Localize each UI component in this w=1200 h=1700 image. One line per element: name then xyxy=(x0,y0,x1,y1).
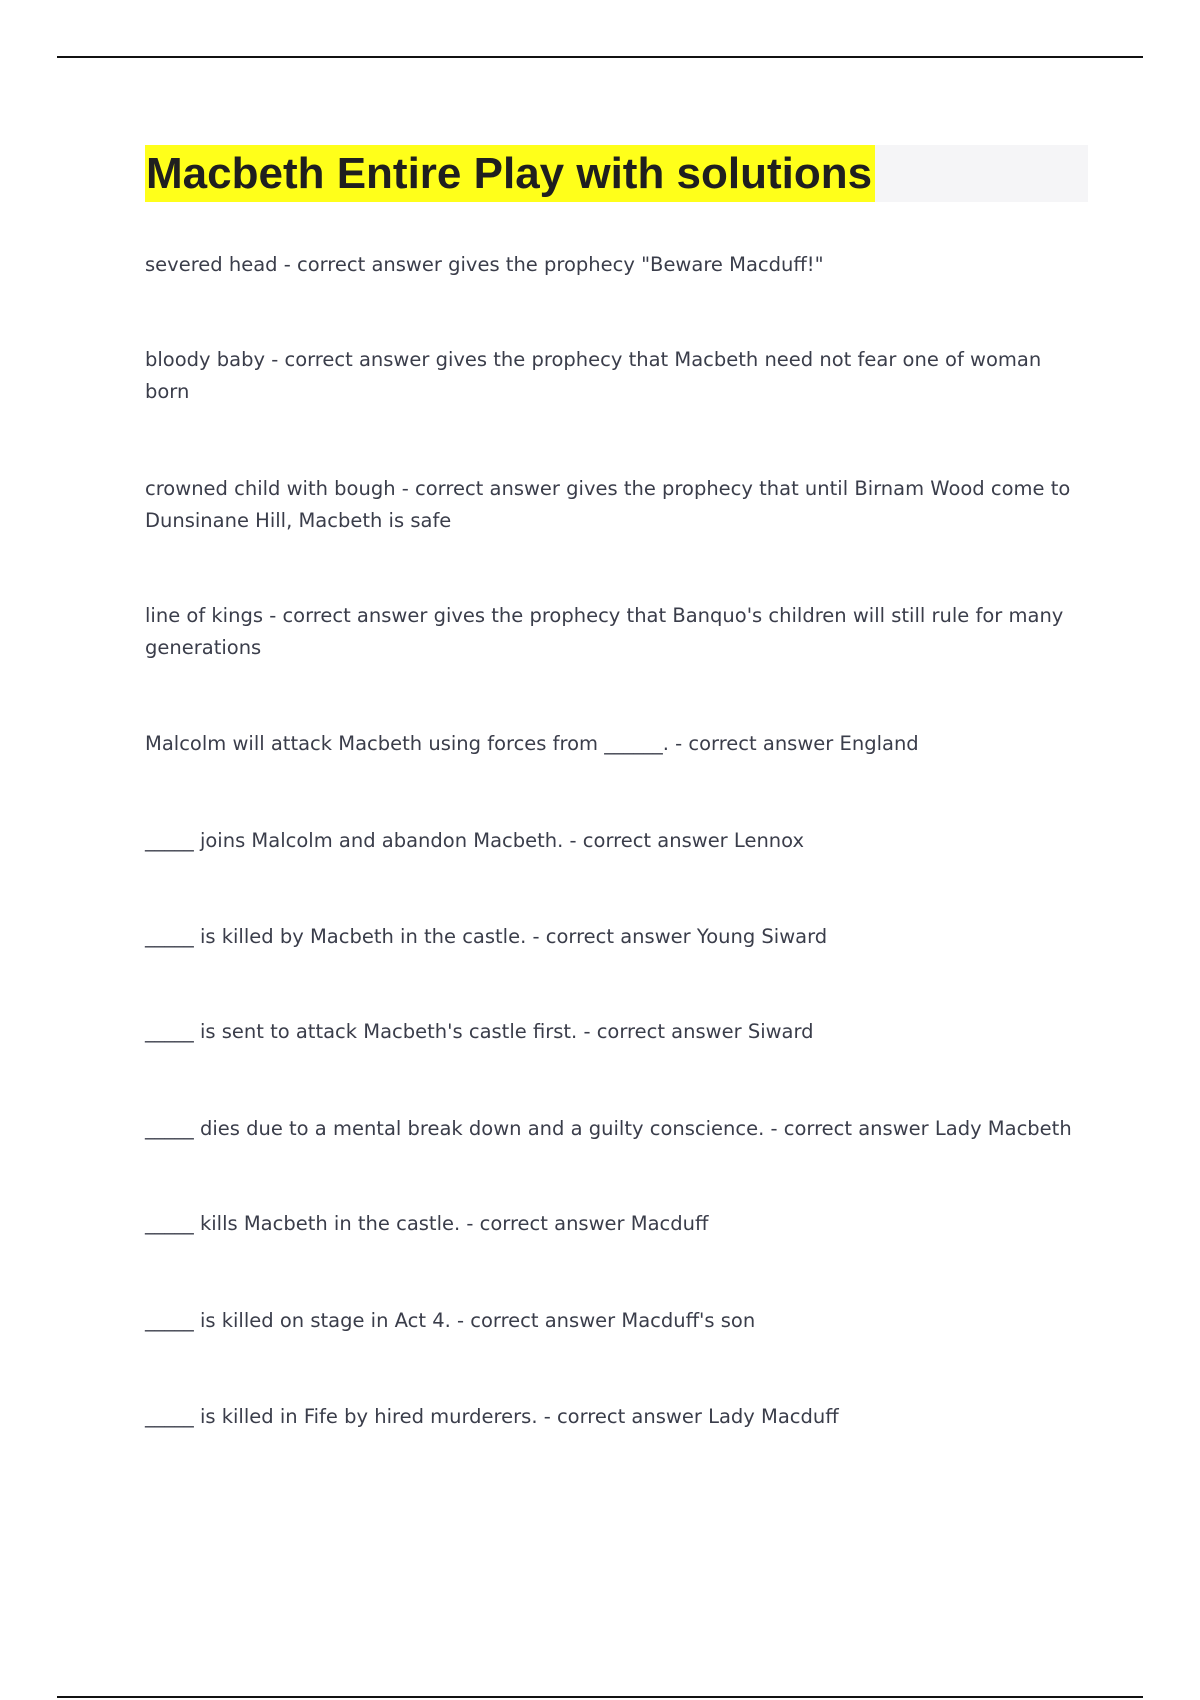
top-rule xyxy=(57,56,1143,58)
qa-item xyxy=(145,1401,1085,1433)
qa-answer-prefix: correct answer xyxy=(582,829,728,852)
qa-answer-prefix: correct answer xyxy=(470,1309,616,1332)
qa-item xyxy=(145,1305,1085,1337)
qa-item xyxy=(145,1208,1085,1240)
qa-question: _____ kills Macbeth in the castle. xyxy=(145,1212,461,1235)
qa-separator: - xyxy=(526,925,546,948)
qa-item xyxy=(145,728,1085,760)
qa-separator: - xyxy=(450,1309,471,1332)
qa-answer-prefix: correct answer xyxy=(783,1117,929,1140)
qa-item xyxy=(145,473,1085,537)
qa-question: crowned child with bough xyxy=(145,477,396,500)
qa-separator: - xyxy=(668,732,689,755)
qa-separator: - xyxy=(460,1212,480,1235)
qa-answer-prefix: correct answer xyxy=(282,604,428,627)
qa-answer-prefix: correct answer xyxy=(596,1020,742,1043)
qa-answer: Macduff xyxy=(630,1212,709,1235)
qa-separator: - xyxy=(764,1117,784,1140)
qa-separator: - xyxy=(395,477,416,500)
qa-question: _____ is killed on stage in Act 4. xyxy=(145,1309,451,1332)
qa-question: _____ is sent to attack Macbeth's castle first. xyxy=(145,1020,578,1043)
qa-answer: gives the prophecy "Beware Macduff!" xyxy=(448,253,824,276)
qa-answer-prefix: correct answer xyxy=(688,732,834,755)
document-title: Macbeth Entire Play with solutions xyxy=(145,145,875,202)
qa-separator: - xyxy=(537,1405,557,1428)
qa-answer-prefix: correct answer xyxy=(284,348,430,371)
qa-question: line of kings xyxy=(145,604,263,627)
qa-item xyxy=(145,921,1085,953)
qa-item xyxy=(145,249,1085,281)
qa-answer: England xyxy=(839,732,919,755)
qa-answer: gives the prophecy that Macbeth need not fear one of woman born xyxy=(145,348,1042,403)
qa-answer: Lady Macbeth xyxy=(934,1117,1072,1140)
qa-separator: - xyxy=(277,253,297,276)
qa-separator: - xyxy=(263,604,283,627)
qa-question: bloody baby xyxy=(145,348,266,371)
qa-question: _____ is killed by Macbeth in the castle. xyxy=(145,925,527,948)
qa-answer: Macduff's son xyxy=(621,1309,756,1332)
qa-question: _____ is killed in Fife by hired murderers. xyxy=(145,1405,538,1428)
qa-question: _____ dies due to a mental break down and a guilty conscience. xyxy=(145,1117,765,1140)
qa-separator: - xyxy=(265,348,285,371)
qa-item xyxy=(145,1016,1085,1048)
qa-answer-prefix: correct answer xyxy=(556,1405,702,1428)
qa-question: _____ joins Malcolm and abandon Macbeth. xyxy=(145,829,564,852)
qa-answer-prefix: correct answer xyxy=(545,925,691,948)
qa-question: Malcolm will attack Macbeth using forces from ______. xyxy=(145,732,669,755)
qa-item xyxy=(145,600,1085,664)
bottom-rule xyxy=(57,1696,1143,1698)
qa-separator: - xyxy=(577,1020,597,1043)
qa-answer: gives the prophecy that Banquo's children will still rule for many generations xyxy=(145,604,1064,659)
qa-item xyxy=(145,344,1085,408)
qa-answer-prefix: correct answer xyxy=(479,1212,625,1235)
qa-answer: Young Siward xyxy=(696,925,828,948)
qa-answer: gives the prophecy that until Birnam Wood come to Dunsinane Hill, Macbeth is safe xyxy=(145,477,1071,532)
qa-question: severed head xyxy=(145,253,278,276)
qa-answer: Lady Macduff xyxy=(708,1405,839,1428)
qa-item xyxy=(145,1113,1085,1145)
qa-answer: Siward xyxy=(747,1020,814,1043)
qa-separator: - xyxy=(563,829,583,852)
qa-item xyxy=(145,825,1085,857)
qa-answer-prefix: correct answer xyxy=(296,253,442,276)
qa-answer-prefix: correct answer xyxy=(415,477,560,500)
qa-answer: Lennox xyxy=(733,829,805,852)
